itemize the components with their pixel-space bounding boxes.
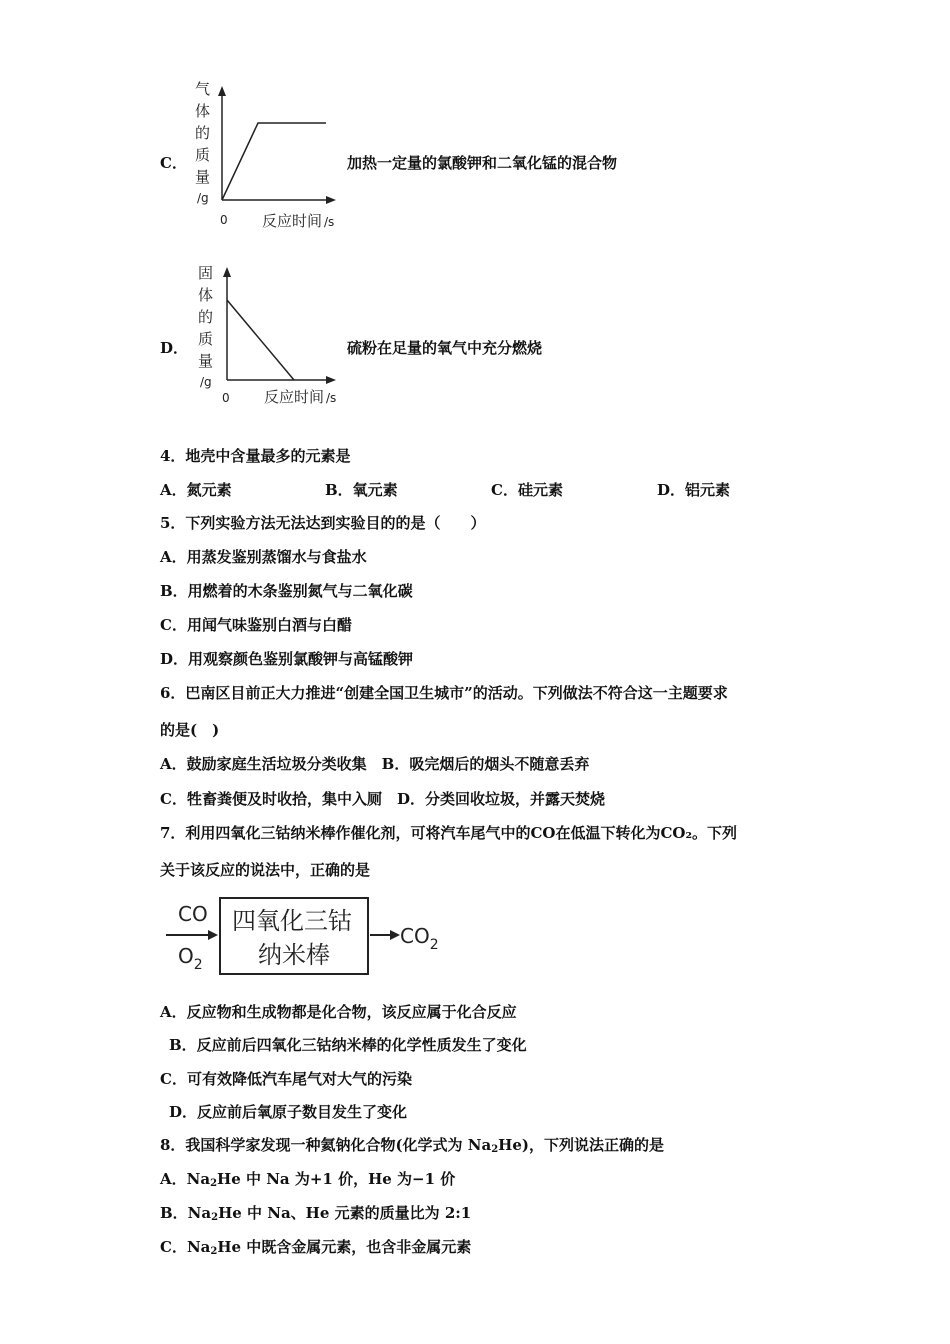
graph-c-yaxis-arrow	[218, 86, 226, 96]
q4-option-a: A．氮元素	[160, 481, 232, 499]
graph-c-curve	[222, 123, 326, 200]
graph-c-xlabel: 反应时间	[262, 212, 323, 230]
q8-stem	[160, 1134, 664, 1155]
q5-option-a: A．用蒸发鉴别蒸馏水与食盐水	[160, 548, 367, 566]
graph-d-xlabel: 反应时间	[264, 388, 325, 406]
graph-d-ylabel-2: 体	[198, 286, 214, 304]
q5-option-d: D．用观察颜色鉴别氯酸钾与高锰酸钾	[160, 650, 414, 668]
graph-c-origin: 0	[220, 213, 228, 227]
graph-d-xaxis-arrow	[326, 376, 336, 384]
q6-stem-line2: 的是( )	[160, 721, 220, 739]
q7-option-b: B．反应前后四氧化三钴纳米棒的化学性质发生了变化	[169, 1036, 527, 1054]
diagram-output-co2-main: CO	[400, 924, 430, 948]
q8-option-b-part1: B．Na	[160, 1204, 212, 1222]
graph-c-ylabel-5: 量	[195, 168, 211, 186]
q8-option-b	[160, 1202, 471, 1223]
graph-d-ylabel-4: 质	[198, 330, 214, 348]
q8-stem-part2: He)，下列说法正确的是	[498, 1136, 664, 1154]
q5-option-c: C．用闻气味鉴别白酒与白醋	[160, 616, 352, 634]
graph-d-yaxis-arrow	[223, 267, 231, 277]
diagram-input-o2-sub: 2	[193, 957, 203, 973]
graph-d	[190, 258, 350, 413]
diagram-box-line2: 纳米棒	[258, 941, 330, 969]
q6-options-cd: C．牲畜粪便及时收拾，集中入厕 D．分类回收垃圾，并露天焚烧	[160, 790, 605, 808]
diagram-input-co: CO	[178, 902, 208, 926]
q6-options-ab: A．鼓励家庭生活垃圾分类收集 B．吸完烟后的烟头不随意丢弃	[160, 755, 590, 773]
diagram-input-arrowhead	[208, 930, 218, 940]
option-c-description: 加热一定量的氯酸钾和二氧化锰的混合物	[347, 154, 618, 172]
q4-option-b: B．氧元素	[325, 481, 398, 499]
diagram-box-line1: 四氧化三钴	[232, 907, 352, 935]
q8-option-c-part2: He 中既含金属元素，也含非金属元素	[217, 1238, 472, 1256]
q8-option-a-subscript: 2	[210, 1178, 218, 1189]
graph-d-yunit: /g	[200, 375, 212, 389]
q8-stem-part1: 8．我国科学家发现一种氦钠化合物(化学式为 Na	[160, 1136, 492, 1154]
q8-option-c-subscript: 2	[210, 1246, 218, 1257]
q8-option-c	[160, 1236, 471, 1257]
graph-c-ylabel-4: 质	[195, 146, 211, 164]
diagram-output-co2-sub: 2	[429, 937, 439, 953]
option-c-label: C．	[160, 154, 187, 172]
diagram-input-o2-main: O	[178, 944, 194, 968]
graph-c-xaxis-arrow	[326, 196, 336, 204]
q8-option-a	[160, 1168, 455, 1189]
graph-d-ylabel-3: 的	[198, 308, 214, 326]
graph-d-ylabel-1: 固	[198, 264, 214, 282]
diagram-output-arrowhead	[390, 930, 400, 940]
graph-d-origin: 0	[222, 391, 230, 405]
graph-c-yunit: /g	[197, 191, 209, 205]
q4-option-c: C．硅元素	[491, 481, 563, 499]
q8-option-a-part2: He 中 Na 为+1 价，He 为−1 价	[217, 1170, 456, 1188]
option-d-description: 硫粉在足量的氧气中充分燃烧	[347, 339, 543, 357]
q8-stem-subscript: 2	[491, 1144, 499, 1155]
q4-option-d: D．铝元素	[657, 481, 731, 499]
q6-stem-line1: 6．巴南区目前正大力推进“创建全国卫生城市”的活动。下列做法不符合这一主题要求	[160, 684, 728, 702]
q8-option-b-subscript: 2	[211, 1212, 219, 1223]
q7-option-a: A．反应物和生成物都是化合物，该反应属于化合反应	[160, 1003, 517, 1021]
q8-option-b-part2: He 中 Na、He 元素的质量比为 2:1	[218, 1204, 472, 1222]
q8-option-a-part1: A．Na	[160, 1170, 211, 1188]
graph-c-ylabel-2: 体	[195, 102, 211, 120]
q8-option-c-part1: C．Na	[160, 1238, 211, 1256]
diagram-input-o2	[178, 944, 203, 973]
q5-option-b: B．用燃着的木条鉴别氮气与二氧化碳	[160, 582, 413, 600]
q4-stem: 4．地壳中含量最多的元素是	[160, 447, 351, 465]
graph-d-ylabel-5: 量	[198, 352, 214, 370]
option-d-label: D．	[160, 339, 189, 357]
graph-d-curve	[227, 300, 294, 380]
graph-c-ylabel-3: 的	[195, 124, 211, 142]
q7-stem-line2: 关于该反应的说法中，正确的是	[160, 861, 371, 879]
q7-option-d: D．反应前后氧原子数目发生了变化	[169, 1103, 408, 1121]
catalyst-diagram	[162, 893, 452, 983]
graph-d-xunit: /s	[326, 391, 337, 405]
graph-c	[190, 78, 350, 233]
diagram-output-co2	[400, 924, 439, 953]
q5-stem: 5．下列实验方法无法达到实验目的的是（ ）	[160, 514, 486, 532]
graph-c-xunit: /s	[324, 215, 335, 229]
graph-c-ylabel-1: 气	[195, 80, 211, 98]
q7-option-c: C．可有效降低汽车尾气对大气的污染	[160, 1070, 412, 1088]
q7-stem-line1: 7．利用四氧化三钴纳米棒作催化剂，可将汽车尾气中的CO在低温下转化为CO₂。下列	[160, 824, 738, 842]
